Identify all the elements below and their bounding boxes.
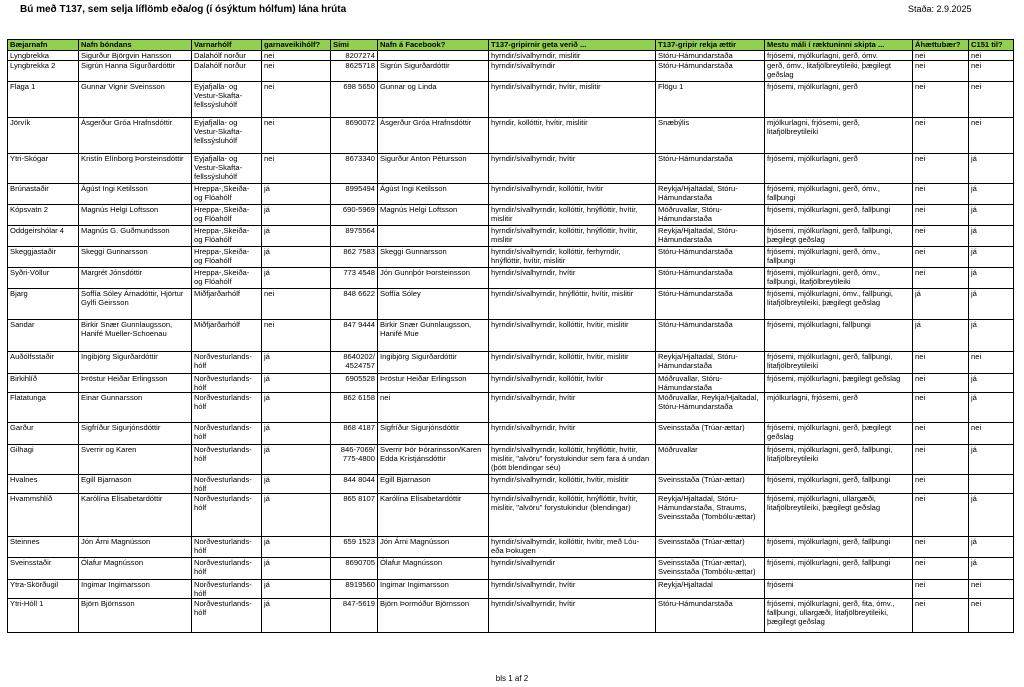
table-cell: Ágúst Ingi Ketilsson [79, 184, 192, 205]
table-cell: Skeggi Gunnarsson [79, 247, 192, 268]
table-cell: nei [913, 374, 969, 393]
table-cell: Skeggi Gunnarsson [378, 247, 489, 268]
table-cell [378, 226, 489, 247]
table-cell: 8919560 [331, 580, 378, 599]
table-row [8, 268, 1014, 289]
table-cell: hyrndir/sívalhyrndir, kollóttir, hnýflóttir, hvítir, mislitir, "alvöru" forystukindur (blendingar) [489, 494, 656, 537]
table-cell: Sigurður Anton Pétursson [378, 154, 489, 184]
table-cell: Norðvesturlands-hólf [192, 374, 262, 393]
table-cell: nei [969, 82, 1014, 118]
table-cell: Birkihlíð [8, 374, 79, 393]
table-cell: já [969, 445, 1014, 475]
table-cell: Miðfjarðarhólf [192, 320, 262, 352]
table-cell: mjólkurlagni, frjósemi, gerð, litafjölbreytileiki [765, 118, 913, 154]
table-cell: hyrndir/sívalhyrndir, hvítir [489, 599, 656, 633]
table-cell: Jörvík [8, 118, 79, 154]
table-cell: nei [913, 154, 969, 184]
table-row [8, 475, 1014, 494]
table-cell: hyrndir/sívalhyrndir, hvítir, mislitir [489, 82, 656, 118]
table-cell: hyrndir/sívalhyrndir, kollóttir, hnýflóttir, hvítir, mislitir [489, 226, 656, 247]
table-cell: Norðvesturlands-hólf [192, 494, 262, 537]
table-cell: nei [913, 247, 969, 268]
table-row [8, 118, 1014, 154]
column-header: T137-gripirnir geta verið ... [489, 40, 656, 51]
table-cell: já [969, 184, 1014, 205]
table-cell: Lyngbrekka 2 [8, 61, 79, 82]
table-cell: Sveinsstaðir [8, 558, 79, 580]
table-cell: 8975564 [331, 226, 378, 247]
table-row [8, 154, 1014, 184]
table-cell: nei [969, 423, 1014, 445]
table-cell: Sigrún Hanna Sigurðardóttir [79, 61, 192, 82]
table-cell: hyrndir, kollóttir, hvítir, mislitir [489, 118, 656, 154]
table-cell: Norðvesturlands-hólf [192, 475, 262, 494]
table-row [8, 393, 1014, 423]
table-cell: hyrndir/sívalhyrndir, kollóttir, hvítir [489, 184, 656, 205]
table-cell: Ásgerður Gróa Hrafnsdóttir [378, 118, 489, 154]
table-cell: Karólína Elísabetardóttir [79, 494, 192, 537]
table-cell: nei [262, 118, 331, 154]
table-cell: 659 1523 [331, 537, 378, 558]
table-cell: Hreppa-,Skeiða- og Flóahólf [192, 268, 262, 289]
column-header: Áhættubær? [913, 40, 969, 51]
table-cell: mjólkurlagni, frjósemi, gerð [765, 393, 913, 423]
table-cell: Jón Gunnþór Þorsteinsson [378, 268, 489, 289]
table-cell: Stóru-Hámundarstaða [656, 599, 765, 633]
table-cell: Reykja/Hjaltadal, Stóru-Hámundarstaða [656, 352, 765, 374]
table-cell: Hreppa-,Skeiða- og Flóahólf [192, 226, 262, 247]
table-cell: 8690705 [331, 558, 378, 580]
table-cell: nei [913, 118, 969, 154]
table-cell: Reykja/Hjaltadal [656, 580, 765, 599]
table-cell: nei [969, 118, 1014, 154]
table-cell: frjósemi, mjólkurlagni, gerð, fallþungi, litafjölbreytileiki [765, 445, 913, 475]
table-cell: Þröstur Heiðar Erlingsson [79, 374, 192, 393]
table-cell: Snæbýlis [656, 118, 765, 154]
table-cell: frjósemi, mjólkurlagni, gerð, þægilegt geðslag [765, 423, 913, 445]
table-cell [378, 51, 489, 61]
table-cell: 847-5619 [331, 599, 378, 633]
table-cell: já [262, 247, 331, 268]
table-cell: nei [913, 423, 969, 445]
table-cell: Syðri-Völlur [8, 268, 79, 289]
table-cell: nei [378, 393, 489, 423]
table-cell: nei [913, 558, 969, 580]
table-cell: 846-7069/ 775-4800 [331, 445, 378, 475]
column-header: Varnarhólf [192, 40, 262, 51]
table-cell: hyrndir/sívalhyrndir, hvítir [489, 268, 656, 289]
table-cell: 862 7583 [331, 247, 378, 268]
table-row [8, 374, 1014, 393]
table-cell: frjósemi, mjólkurlagni, gerð, fallþungi, litafjölbreytileiki [765, 352, 913, 374]
table-cell: gerð, ómv., litafjölbreytileiki, þægilegt geðslag [765, 61, 913, 82]
table-cell: hyrndir/sívalhyrndir, kollóttir, hvítir, mislitir [489, 475, 656, 494]
table-cell: Stóru-Hámundarstaða [656, 289, 765, 320]
table-cell: frjósemi, mjólkurlagni, gerð, fallþungi [765, 475, 913, 494]
table-cell: já [262, 184, 331, 205]
table-cell: nei [969, 51, 1014, 61]
table-cell: Ingimar Ingimarsson [378, 580, 489, 599]
table-cell: 773 4548 [331, 268, 378, 289]
table-cell: nei [913, 268, 969, 289]
table-cell: Reykja/Hjaltadal, Stóru-Hámundarstaða [656, 184, 765, 205]
table-cell: Egill Bjarnason [79, 475, 192, 494]
table-cell: nei [913, 445, 969, 475]
table-cell: Oddgeirshólar 4 [8, 226, 79, 247]
table-cell: nei [913, 184, 969, 205]
table-cell: frjósemi, mjólkurlagni, gerð, ómv., fallþungi [765, 184, 913, 205]
column-header: C151 til? [969, 40, 1014, 51]
table-cell: nei [913, 82, 969, 118]
table-cell: 862 6158 [331, 393, 378, 423]
table-cell: já [969, 205, 1014, 226]
table-cell: já [262, 268, 331, 289]
table-cell: hyrndir/sívalhyrndir, kollóttir, hvítir [489, 374, 656, 393]
table-cell: Sigrún Sigurðardóttir [378, 61, 489, 82]
table-cell: frjósemi, mjólkurlagni, gerð, fallþungi, þægilegt geðslag [765, 226, 913, 247]
table-row [8, 445, 1014, 475]
table-cell: Bjarg [8, 289, 79, 320]
table-row [8, 537, 1014, 558]
table-cell: frjósemi, mjólkurlagni, gerð, fallþungi [765, 558, 913, 580]
table-cell: Norðvesturlands-hólf [192, 580, 262, 599]
table-cell: Norðvesturlands-hólf [192, 558, 262, 580]
table-row [8, 558, 1014, 580]
document-title: Bú með T137, sem selja líflömb eða/og (í ósýktum hólfum) lána hrúta [20, 4, 347, 15]
table-cell: Magnús Helgi Loftsson [79, 205, 192, 226]
table-cell: Flögu 1 [656, 82, 765, 118]
table-row [8, 320, 1014, 352]
table-cell: Gunnar og Linda [378, 82, 489, 118]
table-cell: nei [262, 320, 331, 352]
table-cell: frjósemi, mjólkurlagni, þægilegt geðslag [765, 374, 913, 393]
table-cell: nei [262, 51, 331, 61]
table-cell: nei [913, 51, 969, 61]
table-cell: Miðfjarðarhólf [192, 289, 262, 320]
table-cell: Magnús Helgi Loftsson [378, 205, 489, 226]
column-header: Bæjarnafn [8, 40, 79, 51]
table-cell: hyrndir/sívalhyrndir [489, 61, 656, 82]
table-cell: Sveinsstaða (Trúar-ættar) [656, 423, 765, 445]
table-cell: Ólafur Magnússon [378, 558, 489, 580]
table-row [8, 247, 1014, 268]
table-cell: Skeggjastaðir [8, 247, 79, 268]
table-cell: Sigfríður Sigurjónsdóttir [79, 423, 192, 445]
table-row [8, 205, 1014, 226]
table-cell: Norðvesturlands-hólf [192, 423, 262, 445]
table-cell: Reykja/Hjaltadal, Stóru-Hámundarstaða [656, 226, 765, 247]
table-cell: hyrndir/sívalhyrndir, hvítir [489, 423, 656, 445]
column-header: Nafn á Facebook? [378, 40, 489, 51]
table-row [8, 599, 1014, 633]
table-cell: já [969, 154, 1014, 184]
table-cell: Stóru-Hámundarstaða [656, 51, 765, 61]
table-cell: hyrndir/sívalhyrndir, mislitir [489, 51, 656, 61]
table-cell: Gilhagi [8, 445, 79, 475]
table-cell: já [262, 226, 331, 247]
table-cell: já [262, 445, 331, 475]
table-cell: hyrndir/sívalhyrndir, kollóttir, hvítir, mislitir [489, 352, 656, 374]
table-cell: já [262, 423, 331, 445]
table-cell: Sverrir Þór Þórarinsson/Karen Edda Kristjánsdóttir [378, 445, 489, 475]
table-cell: hyrndir/sívalhyrndir, hvítir [489, 580, 656, 599]
table-cell: Stóru-Hámundarstaða [656, 154, 765, 184]
table-cell: Ytra-Skörðugil [8, 580, 79, 599]
table-cell: Hvalnes [8, 475, 79, 494]
table-cell: Jón Árni Magnússon [79, 537, 192, 558]
table-cell: já [969, 320, 1014, 352]
table-row [8, 423, 1014, 445]
table-cell: Sveinsstaða (Trúar-ættar), Sveinsstaða (Tombólu-ættar) [656, 558, 765, 580]
table-cell: hyrndir/sívalhyrndir [489, 558, 656, 580]
table-cell: Flatatunga [8, 393, 79, 423]
table-cell: frjósemi, mjólkurlagni, ómv., fallþungi, litafjölbreytileiki, þægilegt geðslag [765, 289, 913, 320]
table-cell: já [262, 494, 331, 537]
table-cell: nei [969, 599, 1014, 633]
table-cell: Auðólfsstaðir [8, 352, 79, 374]
table-cell: nei [262, 154, 331, 184]
table-cell: Magnús G. Guðmundsson [79, 226, 192, 247]
table-cell: Dalahólf norður [192, 51, 262, 61]
table-cell: já [969, 289, 1014, 320]
table-cell: Kópsvatn 2 [8, 205, 79, 226]
table-row [8, 184, 1014, 205]
table-cell: Ingimar Ingimarsson [79, 580, 192, 599]
table-cell: Norðvesturlands-hólf [192, 537, 262, 558]
table-cell: frjósemi, mjólkurlagni, ullargæði, litafjölbreytileiki, þægilegt geðslag [765, 494, 913, 537]
table-cell: 8690072 [331, 118, 378, 154]
table-row [8, 289, 1014, 320]
table-cell: Kristín Elínborg Þorsteinsdóttir [79, 154, 192, 184]
table-cell: Móðruvallar, Stóru-Hámundarstaða [656, 374, 765, 393]
column-header: Mestu máli í ræktuninni skipta ... [765, 40, 913, 51]
table-cell: 8625718 [331, 61, 378, 82]
table-cell: nei [969, 61, 1014, 82]
table-cell: Norðvesturlands-hólf [192, 393, 262, 423]
column-header: Sími [331, 40, 378, 51]
table-cell: já [969, 268, 1014, 289]
table-cell: Dalahólf norður [192, 61, 262, 82]
table-cell: frjósemi, mjólkurlagni, gerð [765, 82, 913, 118]
table-cell: já [262, 393, 331, 423]
table-cell: Stóru-Hámundarstaða [656, 268, 765, 289]
table-cell: Ágúst Ingi Ketilsson [378, 184, 489, 205]
table-cell: nei [913, 475, 969, 494]
table-cell: Hreppa-,Skeiða- og Flóahólf [192, 247, 262, 268]
table-cell: já [969, 393, 1014, 423]
table-cell: Sveinsstaða (Trúar-ættar) [656, 537, 765, 558]
table-cell: Þröstur Heiðar Erlingsson [378, 374, 489, 393]
table-cell: já [262, 599, 331, 633]
table-cell: Stóru-Hámundarstaða [656, 320, 765, 352]
table-cell: Garður [8, 423, 79, 445]
table-cell: Eyjafjalla- og Vestur-Skafta-fellssýsluhólf [192, 118, 262, 154]
table-row [8, 352, 1014, 374]
table-cell: Norðvesturlands-hólf [192, 445, 262, 475]
table-row [8, 580, 1014, 599]
table-row [8, 51, 1014, 61]
table-cell: Birkir Snær Gunnlaugsson, Hanifé Mueller-Schoenau [79, 320, 192, 352]
table-cell: 698 5650 [331, 82, 378, 118]
table-cell: Stóru-Hámundarstaða [656, 247, 765, 268]
table-cell: Ingibjörg Sigurðardóttir [378, 352, 489, 374]
table-cell: Eyjafjalla- og Vestur-Skafta-fellssýsluhólf [192, 154, 262, 184]
table-cell: frjósemi, mjólkurlagni, gerð, fita, ómv., fallþungi, ullargæði, litafjölbreytileiki, þægilegt geðslag [765, 599, 913, 633]
table-cell: Norðvesturlands-hólf [192, 352, 262, 374]
table-cell: Ásgerður Gróa Hrafnsdóttir [79, 118, 192, 154]
table-cell: 844 8044 [331, 475, 378, 494]
table-cell: Gunnar Vignir Sveinsson [79, 82, 192, 118]
table-cell [969, 475, 1014, 494]
table-cell: Soffía Sóley [378, 289, 489, 320]
table-cell: nei [913, 226, 969, 247]
table-cell: 868 4187 [331, 423, 378, 445]
table-cell: Margrét Jónsdóttir [79, 268, 192, 289]
table-cell: frjósemi, mjólkurlagni, gerð [765, 154, 913, 184]
table-cell: frjósemi, mjólkurlagni, gerð, ómv., fallþungi [765, 247, 913, 268]
table-cell: hyrndir/sívalhyrndir, kollóttir, hnýflóttir, hvítir, mislitir, "alvöru" forystukindur sem fara á undan (þótt blendingar séu) [489, 445, 656, 475]
table-cell: nei [913, 580, 969, 599]
table-cell: Jón Árni Magnússon [378, 537, 489, 558]
table-cell: Ytri-Skógar [8, 154, 79, 184]
farms-table [7, 39, 1014, 633]
table-cell: nei [969, 580, 1014, 599]
table-cell: Brúnastaðir [8, 184, 79, 205]
column-header: T137-gripir rekja ættir [656, 40, 765, 51]
table-cell: Móðruvallar, Reykja/Hjaltadal, Stóru-Hámundarstaða [656, 393, 765, 423]
table-cell: Hvammshlíð [8, 494, 79, 537]
table-cell: Sigfríður Sigurjónsdóttir [378, 423, 489, 445]
table-row [8, 226, 1014, 247]
table-cell: frjósemi, mjólkurlagni, gerð, fallþungi [765, 537, 913, 558]
table-cell: nei [913, 393, 969, 423]
table-cell: 865 8107 [331, 494, 378, 537]
table-cell: frjósemi, mjólkurlagni, gerð, fallþungi [765, 205, 913, 226]
table-cell: Reykja/Hjaltadal, Stóru-Hámundarstaða, Straums, Sveinsstaða (Tombólu-ættar) [656, 494, 765, 537]
table-cell: 6905528 [331, 374, 378, 393]
table-cell: hyrndir/sívalhyrndir, kollóttir, hvítir, mislitir [489, 320, 656, 352]
table-cell: já [969, 494, 1014, 537]
table-cell: 690-5969 [331, 205, 378, 226]
table-cell: já [262, 537, 331, 558]
table-cell: Björn Þormóður Björnsson [378, 599, 489, 633]
table-cell: Ingibjörg Sigurðardóttir [79, 352, 192, 374]
table-cell: já [262, 558, 331, 580]
table-cell: frjósemi, mjólkurlagni, fallþungi [765, 320, 913, 352]
table-cell: já [262, 580, 331, 599]
table-cell: Hreppa-,Skeiða- og Flóahólf [192, 184, 262, 205]
column-header: garnaveikihólf? [262, 40, 331, 51]
table-cell: nei [913, 205, 969, 226]
table-cell: Flaga 1 [8, 82, 79, 118]
table-cell: Lyngbrekka [8, 51, 79, 61]
table-header-row [8, 40, 1014, 51]
table-cell: hyrndir/sívalhyrndir, hvítir [489, 154, 656, 184]
table-cell: Birkir Snær Gunnlaugsson, Hanifé Mue [378, 320, 489, 352]
column-header: Nafn bóndans [79, 40, 192, 51]
page-number: bls 1 af 2 [495, 674, 529, 683]
table-cell: nei [913, 352, 969, 374]
table-cell: já [913, 320, 969, 352]
table-cell: já [262, 374, 331, 393]
table-cell: frjósemi [765, 580, 913, 599]
table-cell: Ytri-Hóll 1 [8, 599, 79, 633]
table-cell: hyrndir/sívalhyrndir, kollóttir, ferhyrndir, hnýflóttir, hvítir, mislitir [489, 247, 656, 268]
table-cell: 8673340 [331, 154, 378, 184]
table-cell: Karólína Elísabetardóttir [378, 494, 489, 537]
table-cell: Norðvesturlands-hólf [192, 599, 262, 633]
table-cell: nei [969, 352, 1014, 374]
table-cell: nei [913, 61, 969, 82]
table-cell: Eyjafjalla- og Vestur-Skafta-fellssýsluhólf [192, 82, 262, 118]
table-cell: nei [913, 537, 969, 558]
table-cell: nei [262, 289, 331, 320]
table-cell: já [969, 226, 1014, 247]
table-cell: Egill Bjarnason [378, 475, 489, 494]
table-cell: 847 9444 [331, 320, 378, 352]
table-cell: nei [262, 61, 331, 82]
table-cell: Sigurður Björgvin Hansson [79, 51, 192, 61]
table-cell: Móðruvallar, Stóru-Hámundarstaða [656, 205, 765, 226]
table-cell: Einar Gunnarsson [79, 393, 192, 423]
table-cell: Steinnes [8, 537, 79, 558]
table-cell: já [262, 352, 331, 374]
table-cell: hyrndir/sívalhyrndir, kollóttir, hvítir, með Lóu- eða Þokugen [489, 537, 656, 558]
table-cell: já [262, 475, 331, 494]
table-cell: hyrndir/sívalhyrndir, hnýflóttir, hvítir, mislitir [489, 289, 656, 320]
table-row [8, 82, 1014, 118]
table-cell: hyrndir/sívalhyrndir, hvítir [489, 393, 656, 423]
table-cell: Björn Björnsson [79, 599, 192, 633]
table-cell: Móðruvallar [656, 445, 765, 475]
table-cell: 8640202/ 4524757 [331, 352, 378, 374]
table-cell: já [969, 374, 1014, 393]
table-cell: nei [913, 494, 969, 537]
table-cell: 8995494 [331, 184, 378, 205]
table-row [8, 494, 1014, 537]
table-cell: Sveinsstaða (Trúar-ættar) [656, 475, 765, 494]
table-cell: Sverrir og Karen [79, 445, 192, 475]
table-cell: hyrndir/sívalhyrndir, kollóttir, hnýflóttir, hvítir, mislitir [489, 205, 656, 226]
table-cell: já [969, 537, 1014, 558]
table-cell: Soffía Sóley Árnadóttir, Hjörtur Gylfi Geirsson [79, 289, 192, 320]
table-cell: já [969, 558, 1014, 580]
table-cell: frjósemi, mjólkurlagni, gerð, ómv. [765, 51, 913, 61]
table-row [8, 61, 1014, 82]
table-cell: Stóru-Hámundarstaða [656, 61, 765, 82]
table-cell: nei [913, 599, 969, 633]
table-cell: já [913, 289, 969, 320]
table-cell: já [262, 205, 331, 226]
table-body [8, 51, 1014, 633]
table-cell: Ólafur Magnússon [79, 558, 192, 580]
table-cell: nei [262, 82, 331, 118]
table-cell: Sandar [8, 320, 79, 352]
table-cell: 848 6622 [331, 289, 378, 320]
table-cell: já [969, 247, 1014, 268]
table-cell: 8207274 [331, 51, 378, 61]
table-cell: Hreppa-,Skeiða- og Flóahólf [192, 205, 262, 226]
table-cell: frjósemi, mjólkurlagni, gerð, ómv., fallþungi, litafjölbreytileiki [765, 268, 913, 289]
status-date: Staða: 2.9.2025 [908, 4, 972, 14]
